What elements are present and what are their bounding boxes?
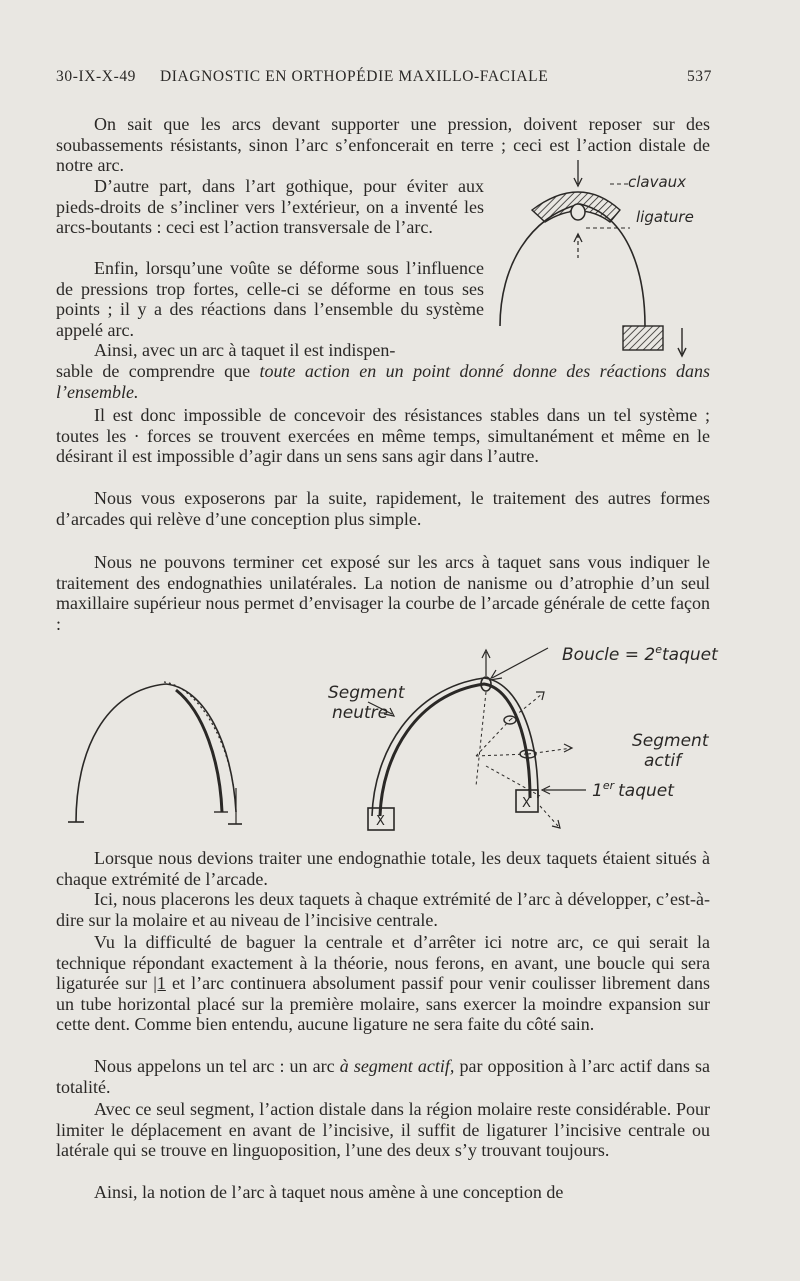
paragraph-4-italic: toute action en un point donné donne des réactions dans l’ensemble. bbox=[56, 361, 711, 402]
paragraph-4-text: sable de comprendre que bbox=[56, 361, 251, 381]
label-segment-neutre-2: neutre bbox=[332, 703, 389, 723]
paragraph-3: Enfin, lorsqu’une voûte se déforme sous l’influence de pressions trop fortes, celle-ci se déforme en tous ses points ; il y a des réactions dans l’ensemble du système appelé arc. bbox=[56, 258, 484, 340]
foot-block bbox=[623, 326, 663, 350]
arcade-inner-curve bbox=[176, 690, 222, 812]
running-header bbox=[56, 68, 712, 92]
paragraph-5: Il est donc impossible de concevoir des résistances stables dans un tel système ; toutes les · forces se trouvent exercées en même temps, simultanément et même en le désirant il est impossible d’agir dans un sens sans agir dans l’autre. bbox=[56, 405, 710, 467]
label-boucle: Boucle = $2^etaquet$ bbox=[562, 643, 718, 665]
paragraph-6: Nous vous exposerons par la suite, rapidement, le traitement des autres formes d’arcades qui relève d’une conception plus simple. bbox=[56, 488, 710, 529]
paragraph-11-text-b: par opposition à l’arc actif dans sa totalité. bbox=[56, 1056, 710, 1097]
paragraph-4-start: Ainsi, avec un arc à taquet il est indispen- bbox=[94, 340, 396, 360]
paragraph-8: Lorsque nous devions traiter une endognathie totale, les deux taquets étaient situés à chaque extrémité de l’arcade. bbox=[56, 848, 710, 889]
arch-curve bbox=[500, 204, 645, 326]
paragraph-1: On sait que les arcs devant supporter une pression, doivent reposer sur des soubassements résistants, sinon l’arc s’enfoncerait en terre ; ceci est l’action distale de notre arc. bbox=[56, 114, 710, 176]
paragraph-11-text-a: Nous appelons un tel arc : un arc bbox=[94, 1056, 335, 1076]
arch-wire bbox=[380, 684, 530, 816]
gothic-arch-figure bbox=[490, 156, 720, 368]
paragraph-7: Nous ne pouvons terminer cet exposé sur les arcs à taquet sans vous indiquer le traitement des endognathies unilatérales. La notion de nanisme ou d’atrophie d’un seul maxillaire supérieur nous permet d’envisager la courbe de l’arcade générale de cette façon : bbox=[56, 552, 710, 634]
paragraph-11-italic: à segment actif, bbox=[339, 1056, 455, 1076]
header-title: DIAGNOSTIC EN ORTHOPÉDIE MAXILLO-FACIALE bbox=[160, 68, 549, 85]
ligature-loop bbox=[571, 204, 585, 220]
paragraph-13: Ainsi, la notion de l’arc à taquet nous amène à une conception de bbox=[94, 1182, 564, 1202]
label-segment-neutre-1: Segment bbox=[328, 683, 405, 703]
arcade-curve-figure bbox=[64, 672, 254, 836]
paragraph-11 bbox=[56, 1056, 710, 1097]
label-ligature: ligature bbox=[636, 208, 694, 226]
svg-text:X: X bbox=[376, 814, 385, 829]
label-premier-taquet: 1er taquet bbox=[592, 779, 674, 801]
paragraph-9: Ici, nous placerons les deux taquets à chaque extrémité de l’arc à développer, c’est-à-dire sur la molaire et au niveau de l’incisive centrale. bbox=[56, 889, 710, 930]
paragraph-10-text-a: Vu la difficulté de baguer la centrale et d’arrêter ici notre arc, ce qui serait la technique répondant exactement à la théorie, nous ferons, en avant, une boucle qui sera ligaturée sur bbox=[56, 932, 710, 994]
tooth-notation: |1 bbox=[153, 973, 166, 994]
paragraph-2: D’autre part, dans l’art gothique, pour éviter aux pieds-droits de s’incliner vers l’extérieur, on a inventé les arcs-boutants : ceci est l’action transversale de l’arc. bbox=[56, 176, 484, 238]
page-number: 537 bbox=[686, 68, 712, 85]
paragraph-12: Avec ce seul segment, l’action distale dans la région molaire reste considérable. Pour limiter le déplacement en avant de l’incisive, il suffit de ligaturer l’incisive centrale ou latérale qui se trouve en linguoposition, l’une des deux s’y trouvant toujours. bbox=[56, 1099, 710, 1161]
segment-arch-figure bbox=[316, 636, 728, 836]
paragraph-10-text-b: et l’arc continuera absolument passif pour venir coulisser librement dans un tube horizontal placé sur la première molaire, sans exercer la moindre expansion sur cette dent. Comme bien entendu, aucune ligature ne sera faite du côté sain. bbox=[56, 973, 711, 1035]
header-date: 30-IX-X-49 bbox=[56, 68, 137, 85]
paragraph-10 bbox=[56, 932, 710, 1035]
svg-text:X: X bbox=[522, 796, 531, 811]
label-segment-actif-1: Segment bbox=[632, 731, 709, 751]
label-segment-actif-2: actif bbox=[644, 751, 682, 771]
label-clavaux: clavaux bbox=[628, 173, 687, 191]
